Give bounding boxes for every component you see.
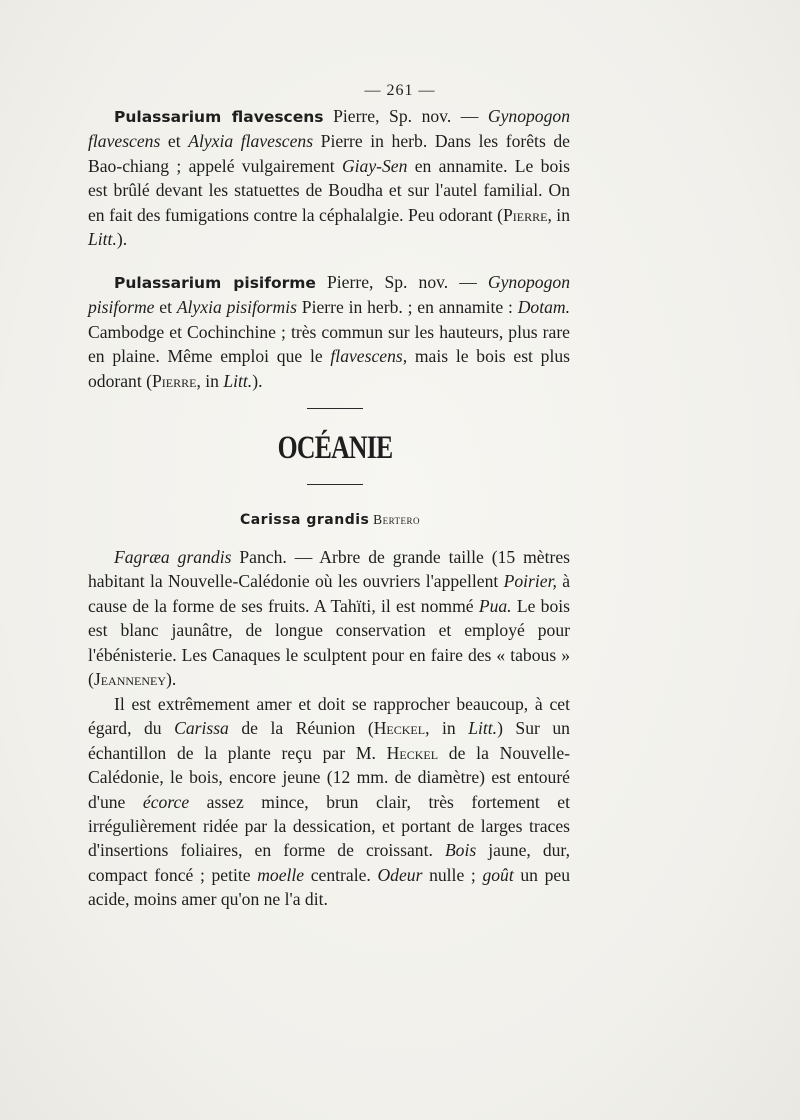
paragraph-pulassarium-flavescens: Pulassarium flavescens Pierre, Sp. nov. — Gynopogon flavescens et Alyxia flavescens Pierre in herb. Dans les forêts de Bao-chiang ; appelé vulgairement Giay-Sen en annamite. Le bois est brûlé devant les statuettes de Boudha et sur l'autel familial. On en fait des fumigations contre la céphalalgie. Peu odorant (Pierre, in Litt.). bbox=[88, 106, 570, 250]
section-title: OCÉANIE bbox=[277, 430, 393, 466]
page-number: — 261 — bbox=[364, 82, 436, 99]
paragraph-pulassarium-pisiforme: Pulassarium pisiforme Pierre, Sp. nov. — Gynopogon pisiforme et Alyxia pisiformis Pierre in herb. ; en annamite : Dotam. Cambodge et Cochinchine ; très commun sur les hauteurs, plus rare en plaine. Même emploi que le flavescens, mais le bois est plus odorant (Pierre, in Litt.). bbox=[88, 272, 571, 391]
paragraph-fagraea: Fagræa grandis Panch. — Arbre de grande taille (15 mètres habitant la Nouvelle-Calédonie où les ouvriers l'appellent Poirier, à cause de la forme de ses fruits. A Tahïti, il est nommé Pua. Le bois est blanc jaunâtre, de longue conservation et employé pour l'ébénisterie. Les Canaques le sculptent pour en faire des « tabous » (Jeanneney). bbox=[88, 547, 570, 690]
divider-top bbox=[307, 408, 363, 409]
species-title: Pulassarium pisiforme bbox=[114, 274, 316, 292]
paragraph-bitterness: Il est extrêmement amer et doit se rapprocher beaucoup, à cet égard, du Carissa de la Réunion (Heckel, in Litt.) Sur un échantillon de la plante reçu par M. Heckel de la Nouvelle-Calédonie, le bois, encore jeune (12 mm. de diamètre) est entouré d'une écorce assez mince, brun clair, très fortement et irrégulièrement ridée par la dessication, et portant de larges traces d'insertions foliaires, en forme de croissant. Bois jaune, dur, compact foncé ; petite moelle centrale. Odeur nulle ; goût un peu acide, moins amer qu'on ne l'a dit. bbox=[88, 694, 570, 910]
divider-bottom bbox=[307, 484, 363, 485]
species-name: Carissa grandis bbox=[239, 512, 370, 528]
species-title: Pulassarium flavescens bbox=[114, 108, 324, 126]
species-author: Bertero bbox=[373, 512, 421, 527]
species-heading bbox=[0, 512, 660, 529]
